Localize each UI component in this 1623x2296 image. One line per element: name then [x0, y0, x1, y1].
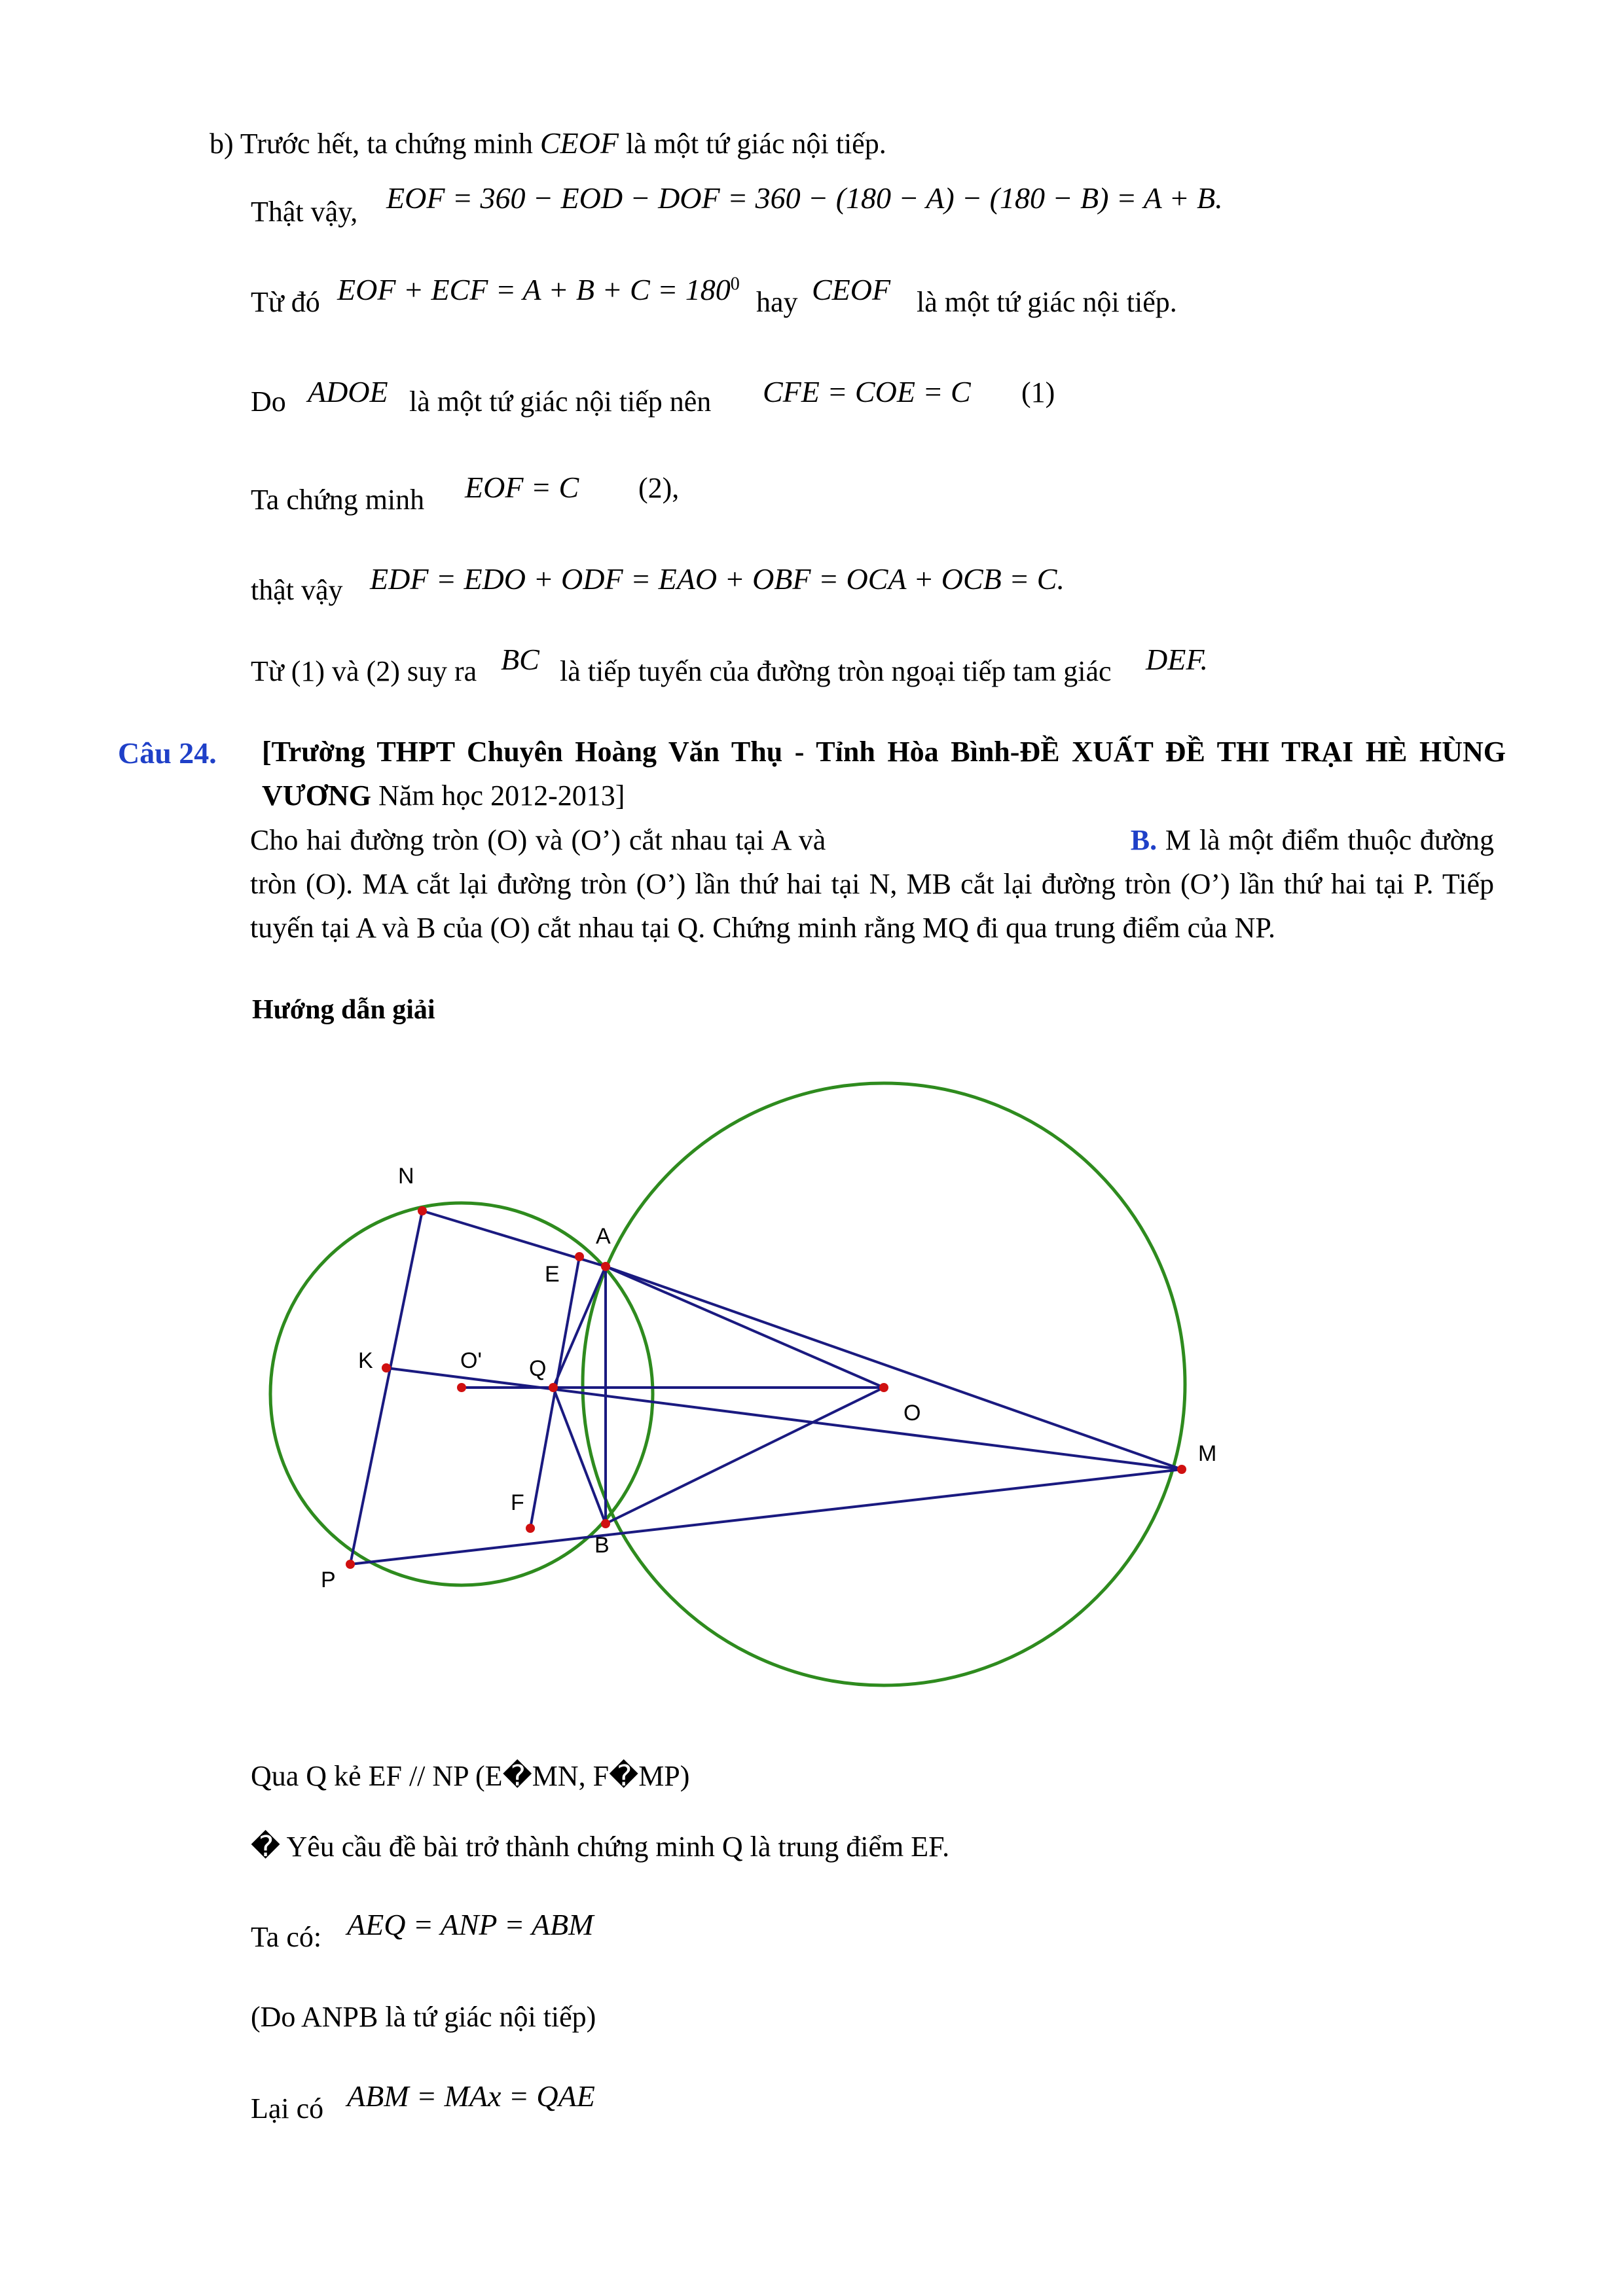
label-m: M: [1198, 1441, 1217, 1466]
hay-word: hay: [756, 286, 798, 318]
do-math: ADOE: [308, 375, 388, 408]
lai-co-equation: ABM = MAx = QAE: [347, 2079, 595, 2113]
point-q: [549, 1383, 558, 1392]
label-a: A: [596, 1224, 611, 1249]
ta-cm-tag: (2),: [638, 472, 680, 504]
ta-cm-math: EOF = C: [465, 471, 579, 504]
line-am: [606, 1266, 1182, 1469]
line-bo: [606, 1388, 884, 1524]
yeu-cau-line: [251, 1830, 950, 1863]
question-number: Câu 24.: [118, 736, 217, 770]
question-b-label: B.: [1130, 824, 1158, 856]
tu-do-suffix: là một tứ giác nội tiếp.: [917, 286, 1177, 318]
guide-heading: Hướng dẫn giải: [252, 995, 435, 1025]
element-of-icon: �: [502, 1759, 532, 1793]
label-o-prime: O': [460, 1348, 482, 1373]
therefore-icon: �: [251, 1830, 281, 1863]
ta-co-label: Ta có:: [251, 1921, 322, 1953]
qua-q-mid: MN, F: [532, 1760, 610, 1792]
line-pm: [350, 1469, 1182, 1564]
label-p: P: [321, 1568, 336, 1592]
label-q: Q: [529, 1356, 547, 1381]
intro-math: CEOF: [539, 126, 619, 160]
that-vay-equation: EOF = 360 − EOD − DOF = 360 − (180 − A) − (180 − B) = A + B.: [386, 181, 1223, 215]
label-o: O: [903, 1401, 921, 1426]
ket-luan-middle: là tiếp tuyến của đường tròn ngoại tiếp tam giác: [560, 655, 1112, 687]
label-n: N: [398, 1164, 414, 1189]
do-label: Do: [251, 386, 286, 418]
that-vay2-label: thật vậy: [251, 574, 343, 606]
ket-luan-math: BC: [501, 643, 539, 676]
that-vay-label: Thật vậy,: [251, 196, 358, 228]
ta-cm-label: Ta chứng minh: [251, 484, 425, 516]
point-a: [601, 1262, 610, 1271]
lai-co-label: Lại có: [251, 2092, 324, 2125]
point-f: [526, 1524, 535, 1533]
do-tag: (1): [1021, 376, 1055, 408]
line-km: [386, 1368, 1182, 1469]
line-ao: [606, 1266, 884, 1388]
line-np: [350, 1211, 422, 1564]
label-f: F: [511, 1490, 524, 1515]
point-o: [879, 1383, 888, 1392]
question-text-2: M là một điểm thuộc đường tròn (O). MA cắt lại đường tròn (O’) lần thứ hai tại N, MB cắt lại đường tròn (O’) lần thứ hai tại P. Tiếp tuyến tại A và B của (O) cắt nhau tại Q. Chứng minh rằng MQ đi qua trung điểm của NP.: [250, 824, 1494, 944]
tu-do-math2: CEOF: [812, 273, 891, 306]
intro-suffix: là một tứ giác nội tiếp.: [618, 128, 886, 160]
ket-luan-prefix: Từ (1) và (2) suy ra: [251, 655, 477, 687]
line-qb: [553, 1388, 606, 1524]
figure-lines: [350, 1211, 1182, 1564]
point-e: [575, 1252, 584, 1261]
tu-do-label: Từ đó: [251, 286, 320, 318]
point-k: [382, 1363, 391, 1372]
label-b: B: [594, 1533, 610, 1558]
question-source-bold: [Trường THPT Chuyên Hoàng Văn Thụ - Tỉnh Hòa Bình-ĐỀ XUẤT ĐỀ THI TRẠI HÈ HÙNG VƯƠNG: [262, 736, 1506, 812]
tu-do-math: EOF + ECF = A + B + C = 180: [337, 273, 731, 306]
point-b: [601, 1519, 610, 1528]
qua-q-end: MP): [638, 1760, 690, 1792]
element-of-icon: �: [609, 1759, 639, 1793]
figure-labels: [321, 1164, 1216, 1592]
qua-q-text: Qua Q kẻ EF // NP (E: [251, 1760, 503, 1792]
point-p: [346, 1560, 355, 1569]
label-e: E: [545, 1262, 560, 1287]
label-k: K: [358, 1348, 373, 1373]
do-math2: CFE = COE = C: [763, 375, 971, 408]
line-aq: [553, 1266, 606, 1388]
point-n: [418, 1206, 427, 1215]
yeu-cau-text: Yêu cầu đề bài trở thành chứng minh Q là trung điểm EF.: [280, 1831, 950, 1863]
intro-text: b) Trước hết, ta chứng minh: [210, 128, 540, 160]
ket-luan-math2: DEF.: [1146, 643, 1208, 676]
qua-q-line: [251, 1759, 690, 1793]
question-source-year: Năm học 2012-2013]: [371, 780, 625, 812]
question-text-1: Cho hai đường tròn (O) và (O’) cắt nhau tại A và: [250, 824, 826, 856]
do-anpb-text: (Do ANPB là tứ giác nội tiếp): [251, 2001, 596, 2033]
tu-do-sup: 0: [730, 274, 740, 295]
point-o-prime: [457, 1383, 466, 1392]
do-middle: là một tứ giác nội tiếp nên: [409, 386, 712, 418]
ta-co-equation: AEQ = ANP = ABM: [347, 1908, 594, 1941]
that-vay2-equation: EDF = EDO + ODF = EAO + OBF = OCA + OCB = C.: [370, 562, 1065, 596]
point-m: [1177, 1465, 1186, 1474]
